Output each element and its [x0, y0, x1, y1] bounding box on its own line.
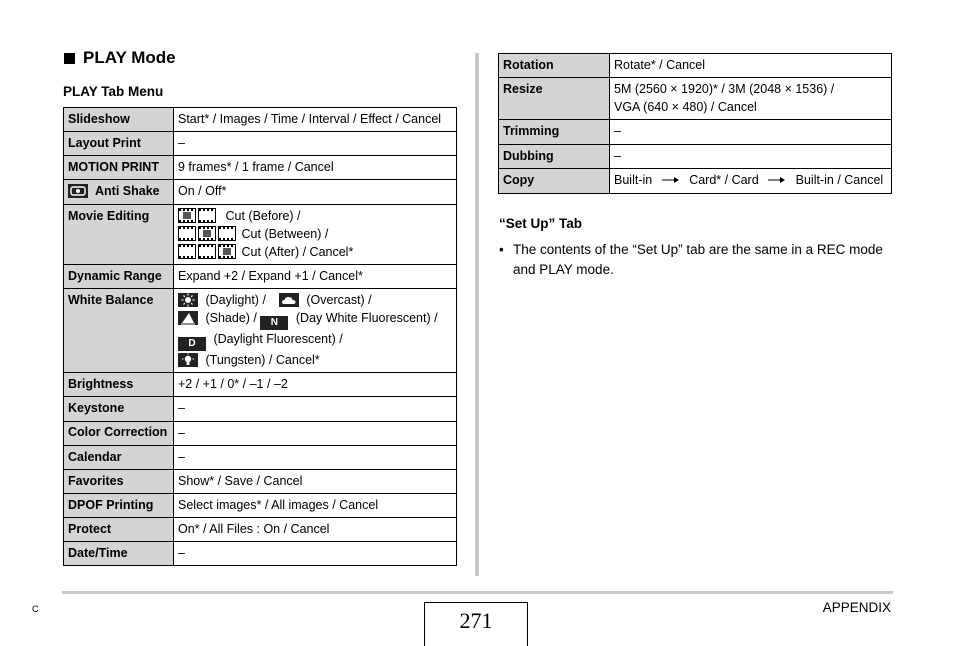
day-white-fluorescent-text: (Day White Fluorescent) /: [295, 311, 438, 326]
row-value: –: [174, 445, 457, 469]
footer-left-mark: C: [32, 604, 39, 614]
resize-line: 5M (2560 × 1920)* / 3M (2048 × 1536) /: [614, 82, 835, 97]
row-value: [174, 289, 457, 373]
play-tab-table: [63, 107, 457, 566]
cut-between-line: [178, 225, 452, 243]
row-value: +2 / +1 / 0* / –1 / –2: [174, 373, 457, 397]
overcast-text: (Overcast) /: [306, 293, 372, 307]
row-key: Favorites: [64, 469, 174, 493]
cut-before-text: Cut (Before) /: [225, 208, 301, 223]
wb-line: [178, 330, 452, 351]
row-key: Date/Time: [64, 542, 174, 566]
row-key: Copy: [499, 168, 610, 193]
row-value: On* / All Files : On / Cancel: [174, 518, 457, 542]
row-value: On / Off*: [174, 180, 457, 204]
table-row: [64, 469, 457, 493]
film-frame-icon: [198, 244, 216, 259]
row-value: –: [610, 144, 892, 168]
bulb-icon: [178, 353, 198, 367]
film-frame-icon: [178, 208, 196, 223]
row-value: Start* / Images / Time / Interval / Effect / Cancel: [174, 108, 457, 132]
row-key: Resize: [499, 78, 610, 120]
row-value: –: [610, 120, 892, 144]
row-key: DPOF Printing: [64, 493, 174, 517]
section-title: [64, 48, 176, 68]
cut-after-text: Cut (After) / Cancel*: [241, 244, 354, 259]
setup-tab-heading: “Set Up” Tab: [499, 216, 583, 231]
table-row: [499, 78, 892, 120]
table-row: [64, 132, 457, 156]
table-row: [64, 289, 457, 373]
table-row: [499, 120, 892, 144]
row-value: –: [174, 132, 457, 156]
row-value: –: [174, 542, 457, 566]
row-key: Trimming: [499, 120, 610, 144]
row-value: [610, 168, 892, 193]
wb-line: [178, 309, 452, 330]
row-key: Slideshow: [64, 108, 174, 132]
fluorescent-n-icon: N: [260, 316, 288, 330]
row-value: Rotate* / Cancel: [610, 54, 892, 78]
copy-part: Card* / Card: [689, 172, 759, 187]
cut-between-text: Cut (Between) /: [241, 226, 329, 241]
bullet-icon: •: [499, 242, 504, 257]
row-key: Brightness: [64, 373, 174, 397]
row-key: Rotation: [499, 54, 610, 78]
fluorescent-d-icon: D: [178, 337, 206, 351]
setup-tab-bullet: [499, 240, 894, 280]
row-key: Movie Editing: [64, 204, 174, 264]
section-title-text: PLAY Mode: [83, 48, 176, 67]
table-row: [64, 493, 457, 517]
film-frame-icon: [198, 226, 216, 241]
row-key: Dynamic Range: [64, 264, 174, 288]
row-value: 9 frames* / 1 frame / Cancel: [174, 156, 457, 180]
square-bullet-icon: [64, 53, 75, 64]
table-row: [64, 204, 457, 264]
page-number: 271: [424, 602, 528, 646]
right-arrow-icon: [662, 174, 680, 190]
table-row: [64, 264, 457, 288]
daylight-text: (Daylight) /: [205, 293, 266, 307]
shade-icon: [178, 311, 198, 325]
table-row: [64, 542, 457, 566]
play-tab-table-continued: [498, 53, 892, 194]
cloud-icon: [279, 293, 299, 307]
row-key: Dubbing: [499, 144, 610, 168]
row-value: –: [174, 421, 457, 445]
play-tab-heading: PLAY Tab Menu: [63, 84, 164, 99]
table-row: [64, 156, 457, 180]
row-value: [610, 78, 892, 120]
table-row: [64, 518, 457, 542]
row-key: White Balance: [64, 289, 174, 373]
film-frame-icon: [178, 244, 196, 259]
film-frame-icon: [218, 226, 236, 241]
footer-section: APPENDIX: [822, 600, 891, 615]
film-frame-icon: [178, 226, 196, 241]
row-value: Show* / Save / Cancel: [174, 469, 457, 493]
column-divider: [475, 53, 479, 576]
row-value: Select images* / All images / Cancel: [174, 493, 457, 517]
shade-text: (Shade) /: [205, 311, 257, 326]
row-key: Color Correction: [64, 421, 174, 445]
row-key: Layout Print: [64, 132, 174, 156]
table-row: [64, 373, 457, 397]
anti-shake-label: Anti Shake: [95, 184, 160, 199]
row-value: Expand +2 / Expand +1 / Cancel*: [174, 264, 457, 288]
table-row: [64, 180, 457, 204]
table-row: [64, 108, 457, 132]
anti-shake-icon: [68, 184, 88, 198]
daylight-fluorescent-text: (Daylight Fluorescent) /: [213, 332, 343, 347]
copy-part: Built-in / Cancel: [795, 172, 884, 187]
row-key: Keystone: [64, 397, 174, 421]
cut-before-line: [178, 207, 452, 225]
table-row: [499, 54, 892, 78]
table-row: [64, 421, 457, 445]
sun-icon: [178, 293, 198, 307]
row-key: Calendar: [64, 445, 174, 469]
copy-part: Built-in: [614, 172, 653, 187]
row-key: Protect: [64, 518, 174, 542]
row-value: [174, 204, 457, 264]
table-row: [499, 168, 892, 193]
setup-tab-bullet-text: The contents of the “Set Up” tab are the same in a REC mode and PLAY mode.: [513, 242, 883, 277]
right-arrow-icon: [768, 174, 786, 190]
table-row: [64, 445, 457, 469]
table-row: [64, 397, 457, 421]
film-frame-icon: [218, 244, 236, 259]
row-key: [64, 180, 174, 204]
row-key: MOTION PRINT: [64, 156, 174, 180]
resize-line: VGA (640 × 480) / Cancel: [614, 100, 757, 115]
footer-rule: [62, 591, 893, 594]
row-value: –: [174, 397, 457, 421]
wb-line: [178, 291, 452, 309]
film-frame-icon: [198, 208, 216, 223]
wb-line: [178, 351, 452, 369]
cut-after-line: [178, 243, 452, 261]
tungsten-text: (Tungsten) / Cancel*: [205, 353, 320, 368]
table-row: [499, 144, 892, 168]
